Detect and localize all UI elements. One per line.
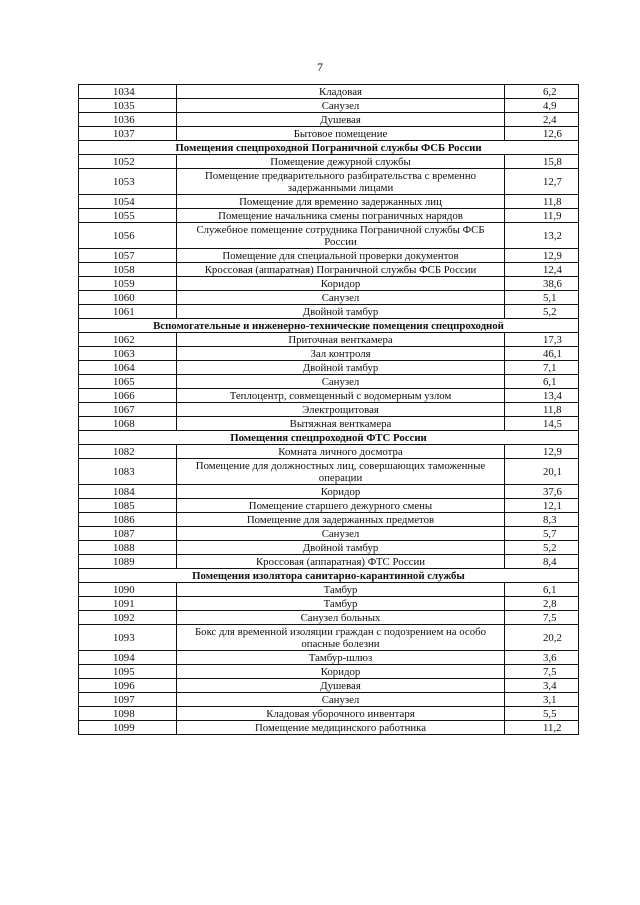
- room-area-cell: 4,9: [505, 99, 579, 113]
- room-number-cell: 1085: [79, 499, 177, 513]
- room-area-cell: 37,6: [505, 485, 579, 499]
- room-name-cell: Двойной тамбур: [177, 305, 505, 319]
- table-row: [79, 583, 579, 597]
- room-number-cell: 1084: [79, 485, 177, 499]
- room-area-cell: 7,5: [505, 611, 579, 625]
- room-number-cell: 1097: [79, 693, 177, 707]
- room-name-cell: Кладовая: [177, 85, 505, 99]
- table-row: [79, 499, 579, 513]
- room-area-cell: 13,2: [505, 223, 579, 249]
- table-row: [79, 375, 579, 389]
- table-row: [79, 527, 579, 541]
- room-name-cell: Санузел: [177, 527, 505, 541]
- room-area-cell: 2,8: [505, 597, 579, 611]
- rooms-table: [78, 84, 579, 735]
- rooms-table-body: [79, 85, 579, 735]
- room-number-cell: 1057: [79, 249, 177, 263]
- room-name-cell: Помещение начальника смены пограничных нарядов: [177, 209, 505, 223]
- room-area-cell: 5,2: [505, 541, 579, 555]
- table-row: [79, 347, 579, 361]
- room-area-cell: 11,2: [505, 721, 579, 735]
- table-row: [79, 541, 579, 555]
- room-number-cell: 1058: [79, 263, 177, 277]
- section-header-row: [79, 319, 579, 333]
- table-row: [79, 389, 579, 403]
- section-header-row: [79, 431, 579, 445]
- room-number-cell: 1063: [79, 347, 177, 361]
- table-row: [79, 485, 579, 499]
- table-row: [79, 127, 579, 141]
- room-number-cell: 1056: [79, 223, 177, 249]
- table-row: [79, 459, 579, 485]
- table-row: [79, 679, 579, 693]
- room-name-cell: Бокс для временной изоляции граждан с подозрением на особо опасные болезни: [177, 625, 505, 651]
- room-number-cell: 1091: [79, 597, 177, 611]
- room-area-cell: 12,4: [505, 263, 579, 277]
- room-number-cell: 1095: [79, 665, 177, 679]
- table-row: [79, 155, 579, 169]
- room-area-cell: 3,6: [505, 651, 579, 665]
- section-title: Помещения изолятора санитарно-карантинной службы: [79, 569, 579, 583]
- room-name-cell: Двойной тамбур: [177, 361, 505, 375]
- room-number-cell: 1067: [79, 403, 177, 417]
- room-name-cell: Помещение для задержанных предметов: [177, 513, 505, 527]
- room-name-cell: Вытяжная венткамера: [177, 417, 505, 431]
- room-number-cell: 1087: [79, 527, 177, 541]
- room-number-cell: 1061: [79, 305, 177, 319]
- table-row: [79, 403, 579, 417]
- table-row: [79, 333, 579, 347]
- room-area-cell: 5,1: [505, 291, 579, 305]
- room-name-cell: Душевая: [177, 113, 505, 127]
- room-area-cell: 7,1: [505, 361, 579, 375]
- room-area-cell: 6,1: [505, 375, 579, 389]
- room-area-cell: 12,9: [505, 249, 579, 263]
- room-name-cell: Двойной тамбур: [177, 541, 505, 555]
- table-row: [79, 417, 579, 431]
- room-number-cell: 1086: [79, 513, 177, 527]
- room-number-cell: 1053: [79, 169, 177, 195]
- room-number-cell: 1060: [79, 291, 177, 305]
- table-row: [79, 665, 579, 679]
- room-name-cell: Зал контроля: [177, 347, 505, 361]
- room-area-cell: 12,9: [505, 445, 579, 459]
- room-name-cell: Санузел: [177, 693, 505, 707]
- room-area-cell: 15,8: [505, 155, 579, 169]
- room-area-cell: 20,2: [505, 625, 579, 651]
- room-name-cell: Коридор: [177, 665, 505, 679]
- room-area-cell: 7,5: [505, 665, 579, 679]
- room-name-cell: Помещение для временно задержанных лиц: [177, 195, 505, 209]
- room-name-cell: Санузел: [177, 99, 505, 113]
- section-header-row: [79, 569, 579, 583]
- table-row: [79, 113, 579, 127]
- room-name-cell: Приточная венткамера: [177, 333, 505, 347]
- room-area-cell: 46,1: [505, 347, 579, 361]
- section-title: Вспомогательные и инженерно-технические помещения спецпроходной: [79, 319, 579, 333]
- room-name-cell: Помещение предварительного разбирательства с временно задержанными лицами: [177, 169, 505, 195]
- table-row: [79, 625, 579, 651]
- room-number-cell: 1088: [79, 541, 177, 555]
- room-number-cell: 1055: [79, 209, 177, 223]
- table-row: [79, 277, 579, 291]
- room-number-cell: 1083: [79, 459, 177, 485]
- room-area-cell: 5,5: [505, 707, 579, 721]
- room-area-cell: 6,2: [505, 85, 579, 99]
- room-area-cell: 12,7: [505, 169, 579, 195]
- room-area-cell: 11,9: [505, 209, 579, 223]
- table-row: [79, 597, 579, 611]
- page-number: 7: [317, 60, 323, 74]
- room-name-cell: Помещение старшего дежурного смены: [177, 499, 505, 513]
- room-number-cell: 1064: [79, 361, 177, 375]
- table-row: [79, 361, 579, 375]
- table-row: [79, 651, 579, 665]
- room-area-cell: 2,4: [505, 113, 579, 127]
- section-header-row: [79, 141, 579, 155]
- room-number-cell: 1036: [79, 113, 177, 127]
- room-number-cell: 1082: [79, 445, 177, 459]
- table-row: [79, 707, 579, 721]
- room-number-cell: 1068: [79, 417, 177, 431]
- room-name-cell: Помещение медицинского работника: [177, 721, 505, 735]
- room-area-cell: 8,4: [505, 555, 579, 569]
- room-area-cell: 12,6: [505, 127, 579, 141]
- room-number-cell: 1035: [79, 99, 177, 113]
- table-row: [79, 263, 579, 277]
- table-row: [79, 169, 579, 195]
- room-number-cell: 1059: [79, 277, 177, 291]
- table-row: [79, 99, 579, 113]
- room-name-cell: Кладовая уборочного инвентаря: [177, 707, 505, 721]
- room-number-cell: 1094: [79, 651, 177, 665]
- table-row: [79, 445, 579, 459]
- table-row: [79, 209, 579, 223]
- room-number-cell: 1096: [79, 679, 177, 693]
- table-row: [79, 721, 579, 735]
- room-name-cell: Помещение дежурной службы: [177, 155, 505, 169]
- room-name-cell: Кроссовая (аппаратная) Пограничной службы ФСБ России: [177, 263, 505, 277]
- table-row: [79, 291, 579, 305]
- room-name-cell: Кроссовая (аппаратная) ФТС России: [177, 555, 505, 569]
- room-number-cell: 1090: [79, 583, 177, 597]
- room-name-cell: Комната личного досмотра: [177, 445, 505, 459]
- room-name-cell: Тамбур: [177, 597, 505, 611]
- room-area-cell: 38,6: [505, 277, 579, 291]
- room-name-cell: Тамбур-шлюз: [177, 651, 505, 665]
- room-number-cell: 1065: [79, 375, 177, 389]
- room-number-cell: 1062: [79, 333, 177, 347]
- room-area-cell: 5,2: [505, 305, 579, 319]
- room-area-cell: 11,8: [505, 195, 579, 209]
- table-row: [79, 305, 579, 319]
- room-area-cell: 5,7: [505, 527, 579, 541]
- room-name-cell: Помещение для специальной проверки документов: [177, 249, 505, 263]
- room-area-cell: 3,1: [505, 693, 579, 707]
- table-row: [79, 249, 579, 263]
- section-title: Помещения спецпроходной Пограничной службы ФСБ России: [79, 141, 579, 155]
- room-number-cell: 1098: [79, 707, 177, 721]
- room-name-cell: Помещение для должностных лиц, совершающих таможенные операции: [177, 459, 505, 485]
- table-row: [79, 611, 579, 625]
- room-area-cell: 20,1: [505, 459, 579, 485]
- room-area-cell: 6,1: [505, 583, 579, 597]
- room-number-cell: 1034: [79, 85, 177, 99]
- room-number-cell: 1037: [79, 127, 177, 141]
- room-area-cell: 14,5: [505, 417, 579, 431]
- room-name-cell: Коридор: [177, 277, 505, 291]
- room-area-cell: 8,3: [505, 513, 579, 527]
- room-area-cell: 17,3: [505, 333, 579, 347]
- room-name-cell: Бытовое помещение: [177, 127, 505, 141]
- section-title: Помещения спецпроходной ФТС России: [79, 431, 579, 445]
- room-name-cell: Санузел: [177, 291, 505, 305]
- room-area-cell: 13,4: [505, 389, 579, 403]
- table-row: [79, 555, 579, 569]
- room-name-cell: Тамбур: [177, 583, 505, 597]
- room-name-cell: Коридор: [177, 485, 505, 499]
- room-name-cell: Электрощитовая: [177, 403, 505, 417]
- room-area-cell: 12,1: [505, 499, 579, 513]
- table-row: [79, 513, 579, 527]
- room-area-cell: 11,8: [505, 403, 579, 417]
- room-name-cell: Душевая: [177, 679, 505, 693]
- room-name-cell: Теплоцентр, совмещенный с водомерным узлом: [177, 389, 505, 403]
- table-row: [79, 693, 579, 707]
- table-row: [79, 195, 579, 209]
- room-number-cell: 1052: [79, 155, 177, 169]
- room-name-cell: Санузел больных: [177, 611, 505, 625]
- room-number-cell: 1089: [79, 555, 177, 569]
- room-number-cell: 1092: [79, 611, 177, 625]
- room-number-cell: 1093: [79, 625, 177, 651]
- room-number-cell: 1099: [79, 721, 177, 735]
- room-area-cell: 3,4: [505, 679, 579, 693]
- room-number-cell: 1066: [79, 389, 177, 403]
- room-name-cell: Служебное помещение сотрудника Пограничной службы ФСБ России: [177, 223, 505, 249]
- room-number-cell: 1054: [79, 195, 177, 209]
- room-name-cell: Санузел: [177, 375, 505, 389]
- table-row: [79, 85, 579, 99]
- table-row: [79, 223, 579, 249]
